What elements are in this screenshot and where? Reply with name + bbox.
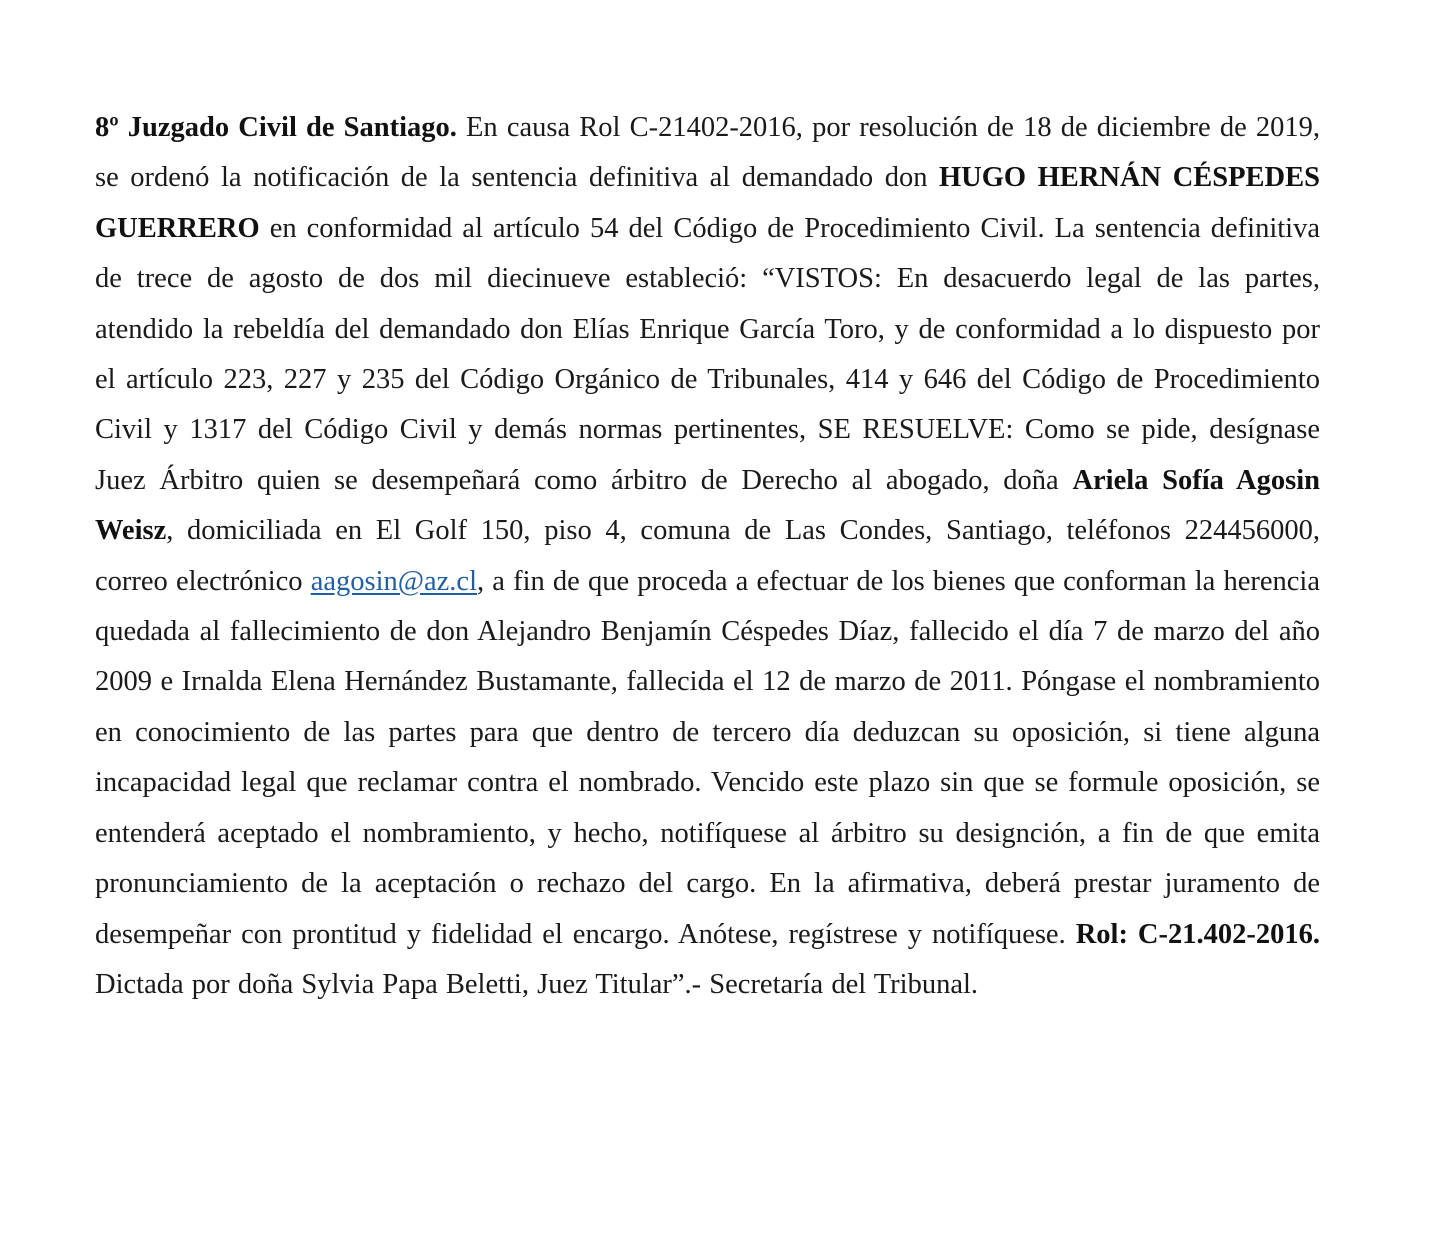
arbitrator-name: Ariela Sofía Agosin Weisz (95, 464, 1320, 547)
notice-text-part-3: , domiciliada en El Golf 150, piso 4, comuna de Las Condes, Santiago, teléfonos 224456000, correo electrónico (95, 515, 1320, 597)
case-number: Rol: C-21.402-2016. (1075, 918, 1320, 950)
notice-text-part-1: En causa Rol C-21402-2016, por resolución de 18 de diciembre de 2019, se ordenó la notificación de la sentencia definitiva al demandado don (95, 112, 1320, 194)
notice-text-part-4: , a fin de que proceda a efectuar de los bienes que conforman la herencia quedada al fallecimiento de don Alejandro Benjamín Céspedes Díaz, fallecido el día 7 de marzo del año 2009 e Irnalda Elena Hernández Bustamante, fallecida el 12 de marzo de 2011. Póngase el nombramiento en conocimiento de las partes para que dentro de tercero día deduzcan su oposición, si tiene alguna incapacidad legal que reclamar contra el nombrado. Vencido este plazo sin que se formule oposición, se entenderá aceptado el nombramiento, y hecho, notifíquese al árbitro su designción, a fin de que emita pronunciamiento de la aceptación o rechazo del cargo. En la afirmativa, deberá prestar juramento de desempeñar con prontitud y fidelidad el encargo. Anótese, regístrese y notifíquese. (95, 565, 1320, 950)
defendant-name: HUGO HERNÁN CÉSPEDES GUERRERO (95, 162, 1320, 244)
court-name: 8º Juzgado Civil de Santiago. (95, 112, 457, 143)
notice-text-part-2: en conformidad al artículo 54 del Código de Procedimiento Civil. La sentencia definitiva de trece de agosto de dos mil diecinueve estableció: “VISTOS: En desacuerdo legal de las partes, atendido la rebeldía del demandado don Elías Enrique García Toro, y de conformidad a lo dispuesto por el artículo 223, 227 y 235 del Código Orgánico de Tribunales, 414 y 646 del Código de Procedimiento Civil y 1317 del Código Civil y demás normas pertinentes, SE RESUELVE: Como se pide, desígnase Juez Árbitro quien se desempeñará como árbitro de Derecho al abogado, doña (95, 212, 1320, 496)
arbitrator-email-link[interactable]: aagosin@az.cl (310, 565, 477, 597)
legal-notice-paragraph (95, 103, 1320, 1010)
notice-text-part-5: Dictada por doña Sylvia Papa Beletti, Juez Titular”.- Secretaría del Tribunal. (95, 968, 979, 1000)
